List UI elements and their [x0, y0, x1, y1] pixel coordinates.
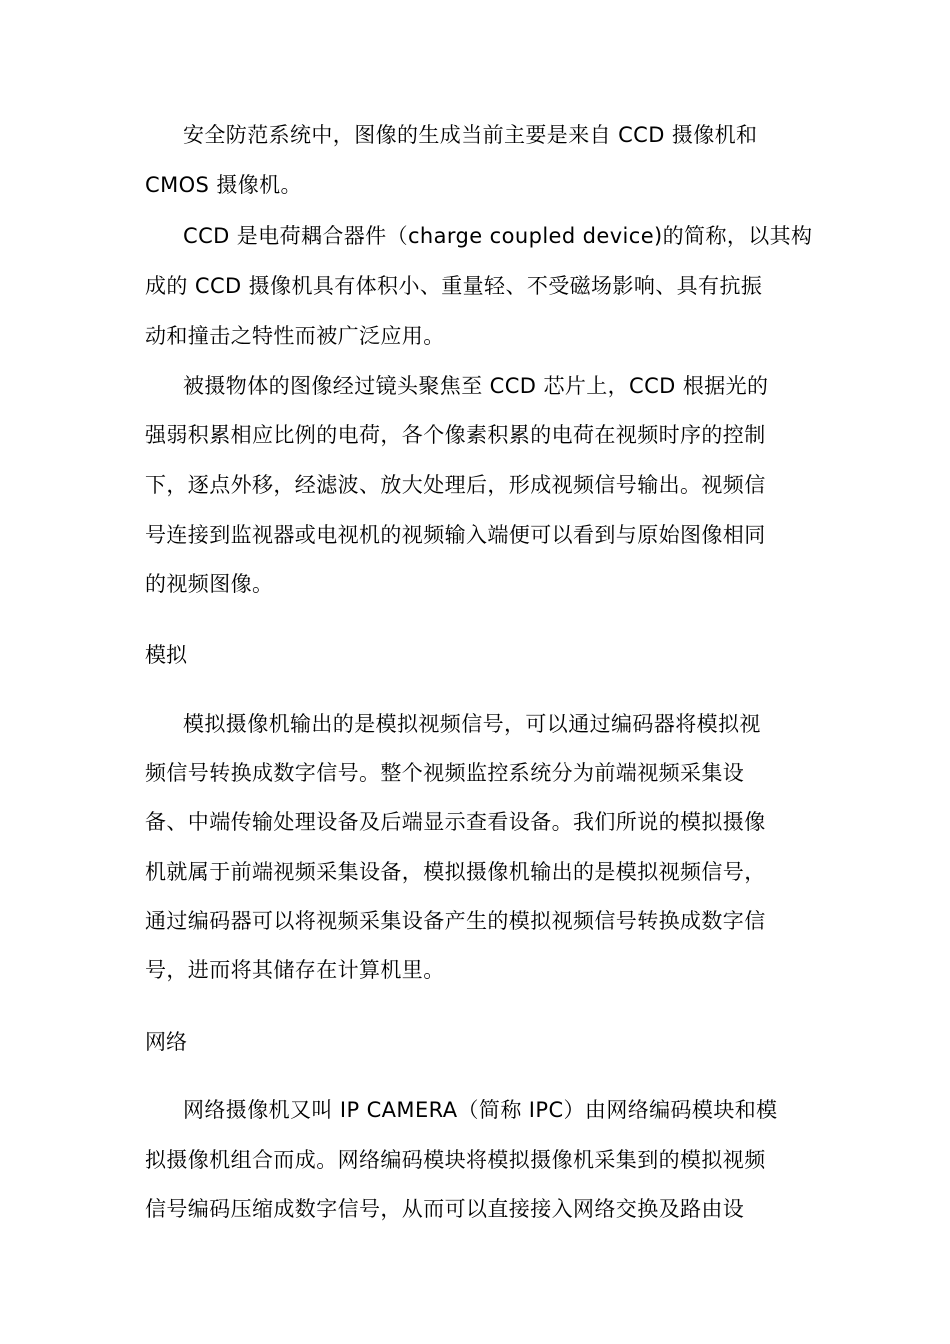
- paragraph-line: CCD 是电荷耦合器件（charge coupled device)的简称，以其构: [183, 224, 813, 248]
- section-heading-analog: 模拟: [145, 643, 187, 667]
- paragraph-line: 模拟摄像机输出的是模拟视频信号，可以通过编码器将模拟视: [183, 712, 761, 736]
- paragraph-line: 频信号转换成数字信号。整个视频监控系统分为前端视频采集设: [145, 761, 745, 785]
- paragraph-line: 拟摄像机组合而成。网络编码模块将模拟摄像机采集到的模拟视频: [145, 1148, 766, 1172]
- paragraph-line: 成的 CCD 摄像机具有体积小、重量轻、不受磁场影响、具有抗振: [145, 274, 763, 298]
- paragraph-line: 号连接到监视器或电视机的视频输入端便可以看到与原始图像相同: [145, 523, 766, 547]
- paragraph-line: 通过编码器可以将视频采集设备产生的模拟视频信号转换成数字信: [145, 909, 766, 933]
- paragraph-line: 的视频图像。: [145, 572, 274, 596]
- paragraph-line: 信号编码压缩成数字信号，从而可以直接接入网络交换及路由设: [145, 1197, 745, 1221]
- section-heading-network: 网络: [145, 1030, 187, 1054]
- paragraph-line: 强弱积累相应比例的电荷，各个像素积累的电荷在视频时序的控制: [145, 423, 766, 447]
- paragraph-line: 号，进而将其储存在计算机里。: [145, 958, 445, 982]
- paragraph-line: 机就属于前端视频采集设备，模拟摄像机输出的是模拟视频信号，: [145, 860, 766, 884]
- paragraph-line: 网络摄像机又叫 IP CAMERA（简称 IPC）由网络编码模块和模: [183, 1098, 778, 1122]
- paragraph-line: 下，逐点外移，经滤波、放大处理后，形成视频信号输出。视频信: [145, 473, 766, 497]
- paragraph-line: 被摄物体的图像经过镜头聚焦至 CCD 芯片上，CCD 根据光的: [183, 374, 769, 398]
- paragraph-line: 动和撞击之特性而被广泛应用。: [145, 324, 445, 348]
- paragraph-line: CMOS 摄像机。: [145, 173, 302, 197]
- paragraph-line: 备、中端传输处理设备及后端显示查看设备。我们所说的模拟摄像: [145, 810, 766, 834]
- paragraph-line: 安全防范系统中，图像的生成当前主要是来自 CCD 摄像机和: [183, 123, 758, 147]
